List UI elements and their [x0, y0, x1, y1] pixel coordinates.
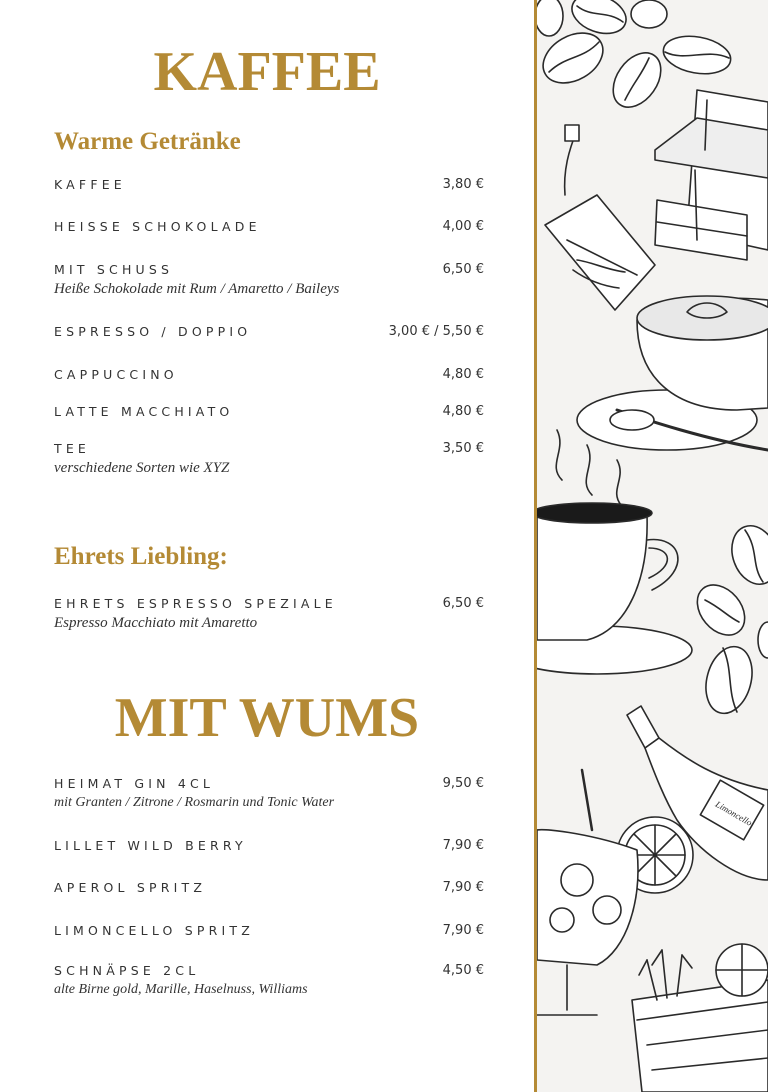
item-name: LILLET WILD BERRY	[54, 838, 247, 853]
item-name: KAFFEE	[54, 177, 126, 192]
item-price: 7,90 €	[442, 838, 484, 853]
item-name: HEISSE SCHOKOLADE	[54, 219, 261, 234]
menu-item-limoncello-spritz	[54, 923, 484, 938]
item-price: 7,90 €	[442, 880, 484, 895]
menu-item-ehrets-espresso-speziale	[54, 596, 484, 632]
item-price: 3,50 €	[442, 441, 484, 456]
item-price: 6,50 €	[442, 262, 484, 277]
menu-item-cappuccino	[54, 367, 484, 382]
title-mit-wums: MIT WUMS	[114, 687, 420, 749]
item-description: mit Granten / Zitrone / Rosmarin und Tonic Water	[54, 795, 335, 810]
menu-item-lillet-wild-berry	[54, 838, 484, 853]
item-price: 4,50 €	[442, 963, 484, 978]
item-price: 6,50 €	[442, 596, 484, 611]
menu-item-kaffee	[54, 177, 484, 192]
chocolate-icon	[655, 90, 768, 260]
item-price: 3,00 € / 5,50 €	[388, 324, 484, 339]
item-name: LIMONCELLO SPRITZ	[54, 923, 254, 938]
item-name: SCHNÄPSE 2CL	[54, 963, 200, 978]
menu-item-tee	[54, 441, 484, 477]
item-name: TEE	[54, 441, 91, 456]
cappuccino-cup-icon	[577, 296, 768, 450]
menu-item-mit-schuss	[54, 262, 484, 298]
cocktail-glass-icon	[537, 770, 638, 1015]
title-kaffee: KAFFEE	[153, 41, 381, 103]
menu-item-schnaepse	[54, 963, 484, 998]
item-name: LATTE MACCHIATO	[54, 404, 234, 419]
item-name: EHRETS ESPRESSO SPEZIALE	[54, 596, 337, 611]
illustration-panel	[537, 0, 768, 1092]
section-warme-getraenke: Warme Getränke	[54, 128, 241, 155]
menu-item-heimat-gin	[54, 776, 484, 811]
item-description: verschiedene Sorten wie XYZ	[54, 460, 230, 476]
item-description: Espresso Macchiato mit Amaretto	[54, 615, 258, 631]
item-price: 9,50 €	[442, 776, 484, 791]
menu-item-latte-macchiato	[54, 404, 484, 419]
item-name: MIT SCHUSS	[54, 262, 174, 277]
item-price: 4,00 €	[442, 219, 484, 234]
item-name: HEIMAT GIN 4CL	[54, 776, 215, 791]
menu-item-heisse-schokolade	[54, 219, 484, 234]
bottle-label: Limoncello	[713, 798, 754, 828]
item-price: 4,80 €	[442, 404, 484, 419]
menu-item-aperol-spritz	[54, 880, 484, 895]
tea-bag-icon	[545, 125, 655, 310]
item-price: 7,90 €	[442, 923, 484, 938]
section-ehrets-liebling: Ehrets Liebling:	[54, 543, 228, 570]
item-price: 4,80 €	[442, 367, 484, 382]
coffee-beans-icon	[688, 519, 768, 718]
item-description: alte Birne gold, Marille, Haselnuss, Williams	[54, 982, 308, 997]
item-name: ESPRESSO / DOPPIO	[54, 324, 252, 339]
item-name: CAPPUCCINO	[54, 367, 178, 382]
coffee-cup-icon	[537, 430, 692, 674]
menu-item-espresso-doppio	[54, 324, 484, 339]
item-description: Heiße Schokolade mit Rum / Amaretto / Baileys	[54, 281, 340, 297]
item-price: 3,80 €	[442, 177, 484, 192]
item-name: APEROL SPRITZ	[54, 880, 207, 895]
gin-glass-icon	[632, 944, 768, 1092]
